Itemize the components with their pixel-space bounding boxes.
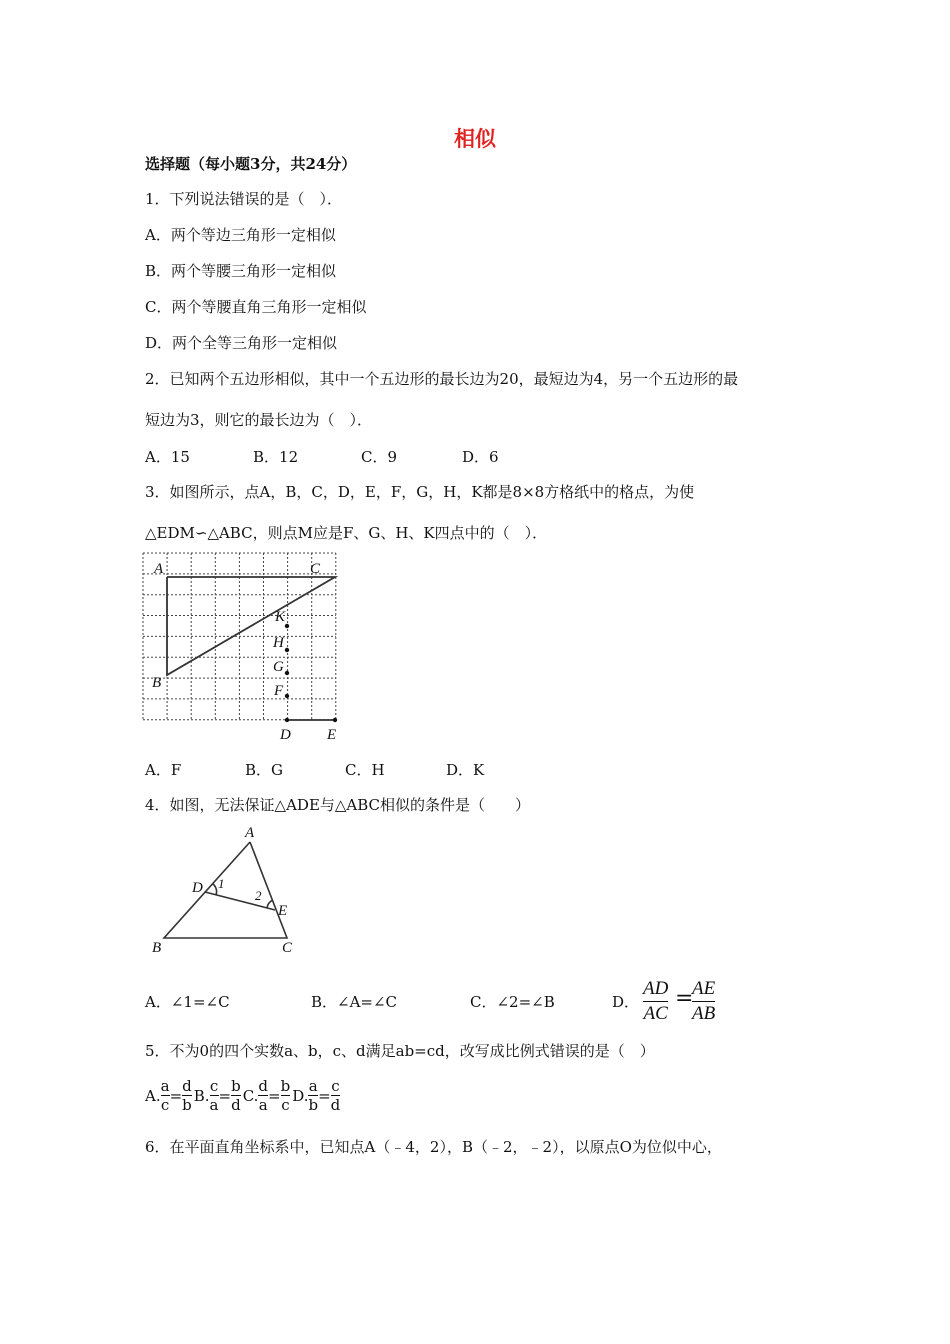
label-d: D xyxy=(280,727,291,743)
label-a: A xyxy=(154,561,164,577)
q5-d-frac1: a b xyxy=(308,1077,319,1114)
q4-option-c: C．∠2=∠B xyxy=(470,993,555,1011)
q5-option-a-label: A. xyxy=(145,1086,161,1105)
q4-d-equals: = xyxy=(675,986,694,1011)
label-c: C xyxy=(282,940,293,956)
page-title: 相似 xyxy=(454,126,496,151)
label-e: E xyxy=(327,727,337,743)
q1-option-a: A．两个等边三角形一定相似 xyxy=(145,226,336,244)
q1-option-d: D．两个全等三角形一定相似 xyxy=(145,334,338,352)
q4-stem: 4．如图，无法保证△ADE与△ABC相似的条件是（ ） xyxy=(145,796,531,814)
grid-lines xyxy=(143,553,336,720)
q5-d-eq: = xyxy=(318,1086,331,1105)
triangle-abc-lines xyxy=(164,842,287,938)
label-e: E xyxy=(278,903,288,919)
q5-c-frac1: d a xyxy=(258,1077,269,1114)
label-k: K xyxy=(275,609,286,625)
q5-b-eq: = xyxy=(218,1086,232,1105)
q4-d-fraction-left: AD AC xyxy=(643,978,669,1024)
label-f: F xyxy=(274,683,284,699)
label-angle-1: 1 xyxy=(218,876,225,891)
label-h: H xyxy=(273,635,284,651)
q6-stem: 6．在平面直角坐标系中，已知点A（﹣4，2），B（﹣2，﹣2），以原点O为位似中心， xyxy=(145,1138,722,1156)
q2-option-d: D．6 xyxy=(462,448,499,466)
q4-option-b: B．∠A=∠C xyxy=(311,993,398,1011)
q2-stem-line2: 短边为3，则它的最长边为（ ）． xyxy=(145,411,373,429)
label-a: A xyxy=(245,825,255,841)
label-b: B xyxy=(152,940,162,956)
grid-figure xyxy=(140,550,350,745)
q4-d-fraction-right: AE AB xyxy=(692,978,716,1024)
q1-option-b: B．两个等腰三角形一定相似 xyxy=(145,262,337,280)
q5-option-b-label: B. xyxy=(193,1086,210,1105)
q3-stem-line1: 3．如图所示，点A，B，C，D，E，F，G，H，K都是8×8方格纸中的格点，为使 xyxy=(145,483,695,501)
q5-c-eq: = xyxy=(268,1086,281,1105)
q5-option-d-label: D. xyxy=(292,1086,309,1105)
q1-option-c: C．两个等腰直角三角形一定相似 xyxy=(145,298,367,316)
label-c: C xyxy=(310,561,321,577)
q3-option-d: D．K xyxy=(446,761,485,779)
q5-b-frac2: b d xyxy=(231,1077,241,1114)
q2-option-a: A．15 xyxy=(145,448,190,466)
grid-points xyxy=(285,624,337,722)
q5-c-frac2: b c xyxy=(280,1077,291,1114)
q5-d-frac2: c d xyxy=(330,1077,341,1114)
q4-option-d: D． xyxy=(612,993,640,1011)
q5-option-c-label: C. xyxy=(242,1086,259,1105)
q2-option-b: B．12 xyxy=(253,448,299,466)
q3-option-c: C．H xyxy=(345,761,385,779)
label-g: G xyxy=(273,659,284,675)
label-d: D xyxy=(192,880,203,896)
q5-a-eq: = xyxy=(169,1086,183,1105)
q5-options xyxy=(145,1077,340,1114)
label-angle-2: 2 xyxy=(255,888,262,903)
triangle-abc xyxy=(167,577,335,675)
q5-a-frac2: d b xyxy=(182,1077,192,1114)
q1-stem: 1．下列说法错误的是（ ）． xyxy=(145,190,343,208)
q2-option-c: C．9 xyxy=(361,448,398,466)
q5-stem: 5．不为0的四个实数a、b，c、d满足ab=cd，改写成比例式错误的是（ ） xyxy=(145,1042,655,1060)
triangle-figure xyxy=(145,822,305,962)
q5-b-frac1: c a xyxy=(209,1077,219,1114)
label-b: B xyxy=(152,675,162,691)
q5-a-frac1: a c xyxy=(160,1077,170,1114)
q4-option-a: A．∠1=∠C xyxy=(145,993,230,1011)
q3-option-b: B．G xyxy=(245,761,284,779)
q3-option-a: A．F xyxy=(145,761,182,779)
q3-stem-line2: △EDM∽△ABC，则点M应是F、G、H、K四点中的（ ）． xyxy=(145,524,548,542)
q2-stem-line1: 2．已知两个五边形相似，其中一个五边形的最长边为20，最短边为4，另一个五边形的最 xyxy=(145,370,739,388)
section-heading: 选择题（每小题3分，共24分） xyxy=(145,155,357,173)
